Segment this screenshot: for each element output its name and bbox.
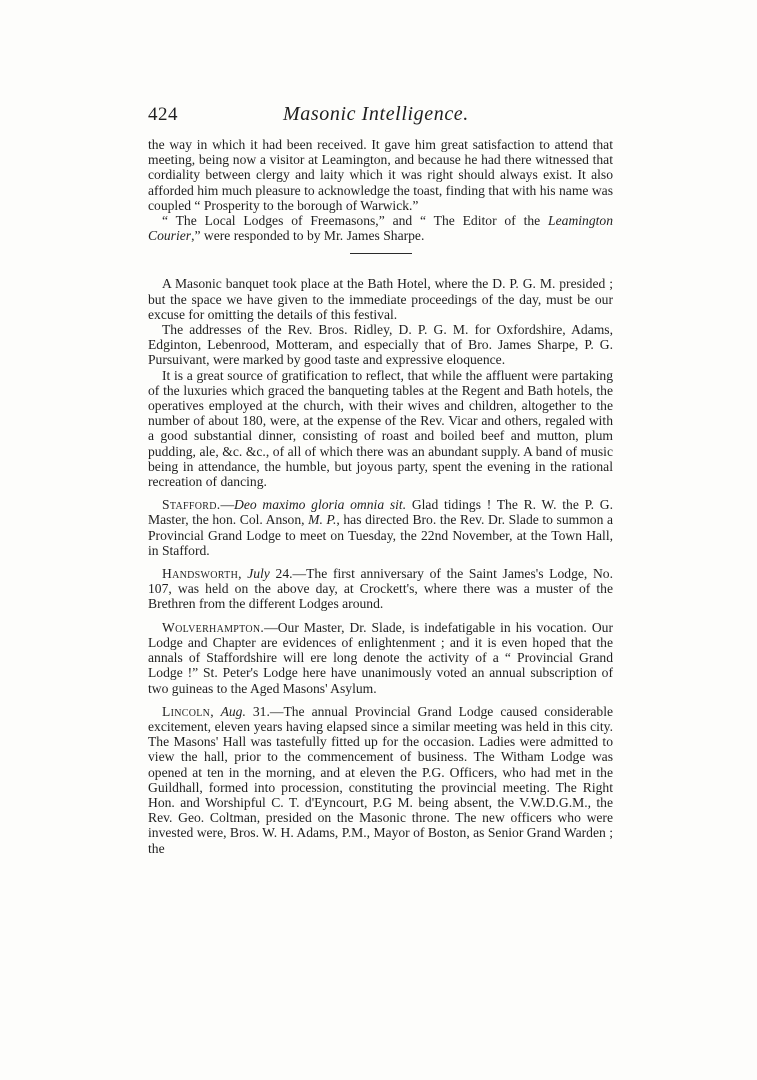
paragraph-text: —Our Master, Dr. Slade, is indefatigable in his vocation. Our Lodge and Chapter are evidences of enlightenment ; and it is even hoped that the annals of Staffordshire will ere long denote the activity of a “ Provincial Grand Lodge !” St. Peter's Lodge here have unanimously voted an annual subscription of two guineas to the Aged Masons' Asylum. — [148, 619, 613, 696]
place-name: Handsworth — [162, 566, 239, 582]
separator: , — [210, 703, 221, 719]
paragraph-text: It is a great source of gratification to reflect, that while the affluent were partaking of the luxuries which graced the banqueting tables at the Regent and Bath hotels, the operatives employed at the church, with their wives and children, altogether to the number of about 180, were, at the expense of the Rev. Vicar and others, regaled with a good substantial dinner, consisting of roast and boiled beef and mutton, plum pudding, ale, &c. &c., of all of which there was an abundant supply. A band of music being in attendance, the humble, but joyous party, spent the evening in the rational recreation of dancing. — [148, 367, 613, 490]
paragraph-text: , has directed Bro. the Rev. Dr. Slade to summon a Provincial Grand Lodge to meet on Tuesday, the 22nd November, at the Town Hall, in Stafford. — [148, 512, 613, 558]
paragraph-text: The addresses of the Rev. Bros. Ridley, D. P. G. M. for Oxfordshire, Adams, Edginton, Lebenrood, Motteram, and especially that of Bro. James Sharpe, P. G. Pursuivant, were marked by good taste and expressive eloquence. — [148, 322, 613, 368]
page-number: 424 — [148, 104, 178, 125]
section-divider — [350, 253, 412, 254]
paragraph-lincoln — [148, 704, 613, 856]
paragraph-text: Glad tidings ! The R. W. the P. G. Master, the hon. Col. Anson, — [148, 497, 613, 528]
page-header — [148, 104, 618, 130]
paragraph-text: the way in which it had been received. It gave him great satisfaction to attend that meeting, being now a visitor at Leamington, and because he had there witnessed that cordiality between clergy and laity which it was right should always exist. It also afforded him much pleasure to acknowledge the toast, finding that with his name was coupled “ Prosperity to the borough of Warwick.” — [148, 137, 613, 213]
place-name: Lincoln — [162, 703, 211, 719]
date-month: July — [247, 566, 270, 582]
paragraph-handsworth — [148, 566, 613, 612]
paragraph-stafford — [148, 497, 613, 558]
paragraph-banquet — [148, 276, 613, 322]
title-abbrev: M. P. — [308, 512, 337, 528]
date-month: Aug. — [220, 703, 246, 719]
paragraph-text: 31.—The annual Provincial Grand Lodge caused considerable excitement, eleven years having elapsed since a similar meeting was held in this city. The Masons' Hall was tastefully fitted up for the occasion. Ladies were admitted to view the hall, prior to the commencement of business. The Witham Lodge was opened at ten in the morning, and at eleven the P.G. Officers, who had met in the Guildhall, formed into procession, constituting the provincial meeting. The Right Hon. and Worshipful C. T. d'Eyncourt, P.G M. being absent, the V.W.D.G.M., the Rev. Geo. Coltman, presided on the Masonic throne. The new officers who were invested were, Bros. W. H. Adams, P.M., Mayor of Boston, as Senior Grand Warden ; the — [148, 703, 613, 856]
place-name: Stafford. — [162, 497, 221, 513]
running-title: Masonic Intelligence. — [283, 103, 469, 125]
paragraph-text: ,” were responded to by Mr. James Sharpe. — [191, 228, 425, 244]
body-text — [148, 137, 613, 856]
separator: , — [238, 566, 248, 582]
latin-motto: Deo maximo gloria omnia sit. — [234, 497, 407, 513]
paragraph-text: A Masonic banquet took place at the Bath Hotel, where the D. P. G. M. presided ; but the space we have given to the immediate proceedings of the day, must be our excuse for omitting the details of this festival. — [148, 276, 613, 322]
paragraph-toasts — [148, 213, 613, 243]
paragraph-gratification — [148, 368, 613, 490]
paragraph-text: 24.—The first anniversary of the Saint James's Lodge, No. 107, was held on the above day, at Crockett's, where there was a muster of the Brethren from the different Lodges around. — [148, 566, 614, 612]
paragraph-continuation — [148, 137, 613, 213]
paragraph-wolverhampton — [148, 620, 613, 696]
dash: — — [220, 497, 235, 513]
place-name: Wolverhampton. — [162, 619, 265, 635]
paragraph-lead: “ The Local Lodges of Freemasons,” and “ The Editor of the — [162, 213, 549, 229]
paragraph-addresses — [148, 322, 613, 368]
newspaper-title: Leamington Courier — [148, 213, 613, 244]
